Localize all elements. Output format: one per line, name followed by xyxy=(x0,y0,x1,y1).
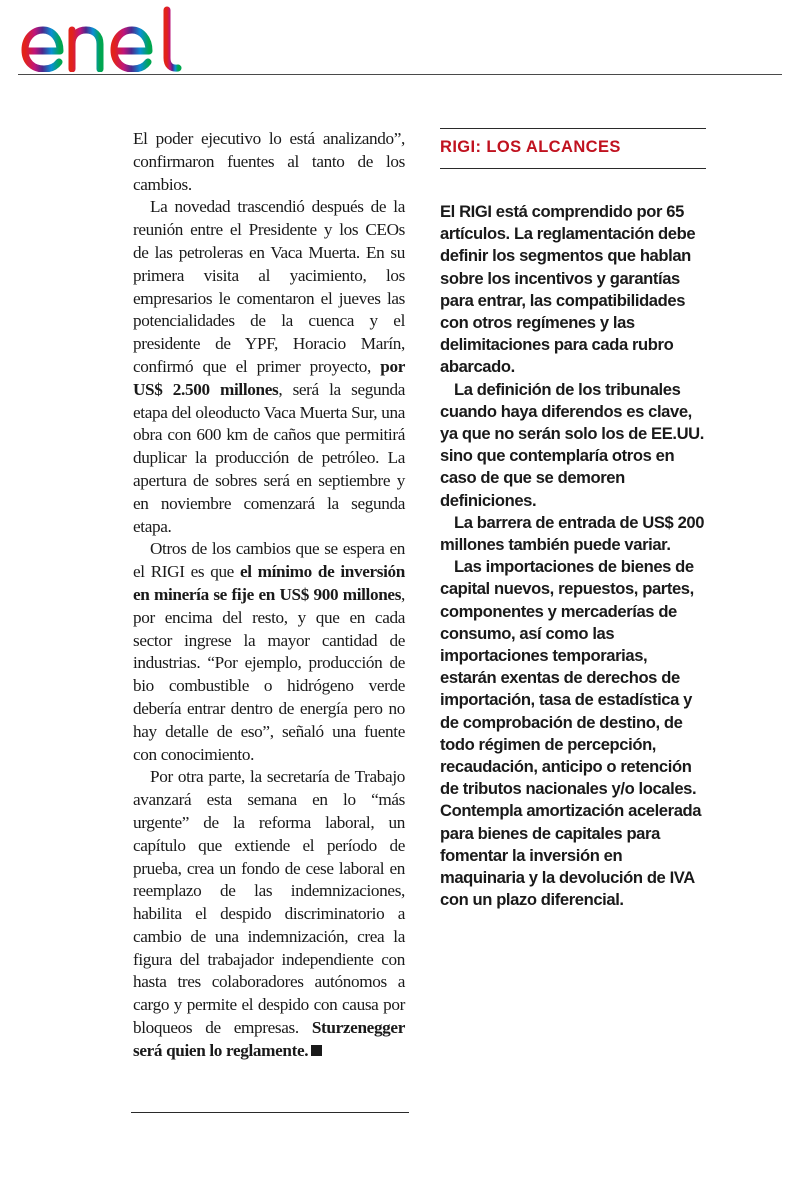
article-bold-text: por US$ 2.500 millones xyxy=(133,356,405,399)
article-bold-text: el mínimo de inversión en minería se fije en US$ 900 millones xyxy=(133,562,405,604)
article-text: Por otra parte, la secretaría de Trabajo avanzará esta semana en lo “más urgente” de la reforma laboral, un capítulo que extiende el período de prueba, crea un fondo de cese laboral en reemplazo de las indemnizaciones, habilita el despido discriminatorio a cambio de una indemnización, crea la figura del trabajador independiente con hasta tres colaboradores autónomos a cargo y permite el despido con causa por bloqueos de empresas. xyxy=(133,767,405,1038)
article-text: , por encima del resto, y que en cada sector ingrese la mayor cantidad de industrias. “Por ejemplo, producción de bio combustible o hidrógeno verde debería entrar dentro de energía pero no hay detalle de eso”, señaló una fuente con conocimiento. xyxy=(133,584,405,764)
article-column xyxy=(133,128,405,1063)
article-text: , será la segunda etapa del oleoducto Vaca Muerta Sur, una obra con 600 km de caños que permitirá duplicar la producción de petróleo. La apertura de sobres será en septiembre y en noviembre comenzará la segunda etapa. xyxy=(133,379,405,536)
sidebar-paragraph: Las importaciones de bienes de capital nuevos, repuestos, partes, componentes y mercaderías de consumo, así como las importaciones temporarias, estarán exentas de derechos de importación, tasa de estadística y de comprobación de destino, de todo régimen de percepción, recaudación, anticipo o retención de tributos nacionales y/o locales. Contempla amortización acelerada para bienes de capitales para fomentar la inversión en maquinaria y la devolución de IVA con un plazo diferencial. xyxy=(440,557,702,910)
sidebar-title-rule xyxy=(440,168,706,169)
header-rule xyxy=(18,74,782,75)
sidebar-top-rule xyxy=(440,128,706,129)
article-text: Otros de los cambios que se espera en el RIGI es que xyxy=(133,539,405,582)
sidebar-paragraph: La definición de los tribunales cuando haya diferendos es clave, ya que no serán solo los de EE.UU. sino que contemplaría otros en caso de que se demoren definiciones. xyxy=(440,379,704,510)
article-end-rule xyxy=(131,1112,409,1113)
page-header xyxy=(0,0,800,80)
article-bold-text: Sturzenegger será quien lo reglamente. xyxy=(133,1018,405,1060)
sidebar-body xyxy=(440,201,706,912)
article-text: El poder ejecutivo lo está analizando”, confirmaron fuentes al tanto de los cambios. xyxy=(133,129,405,194)
sidebar-paragraph: El RIGI está comprendido por 65 artículos. La reglamentación debe definir los segmentos que hablan sobre los incentivos y garantías para entrar, las compatibilidades con otros regímenes y las delimitaciones para cada rubro abarcado. xyxy=(440,202,696,377)
article-paragraph xyxy=(133,128,405,196)
article-paragraph xyxy=(133,196,405,538)
sidebar-title: RIGI: LOS ALCANCES xyxy=(440,138,621,156)
article-paragraph xyxy=(133,538,405,766)
article-text: La novedad trascendió después de la reunión entre el Presidente y los CEOs de las petroleras en Vaca Muerta. En su primera visita al yacimiento, los empresarios le comentaron el jueves las potencialidades de la cuenca y el presidente de YPF, Horacio Marín, confirmó que el primer proyecto, xyxy=(133,197,405,376)
enel-logo xyxy=(18,6,193,72)
sidebar-paragraph: La barrera de entrada de US$ 200 millones también puede variar. xyxy=(440,512,705,555)
end-mark-icon xyxy=(311,1045,322,1056)
article-paragraph xyxy=(133,766,405,1062)
